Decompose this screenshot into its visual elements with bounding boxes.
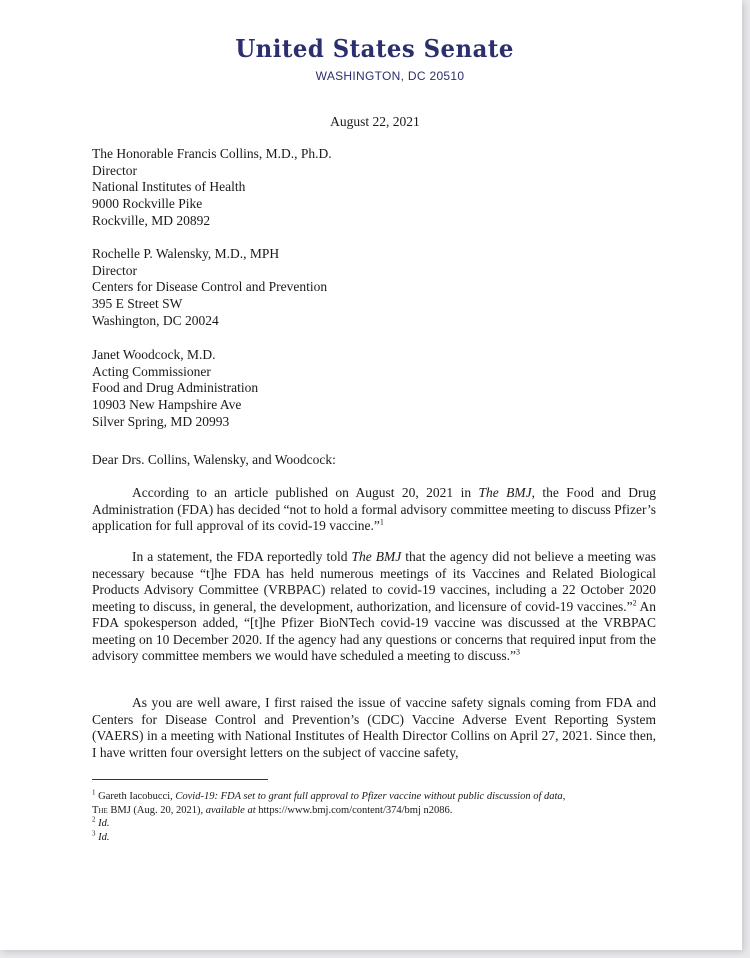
recipient-line: 9000 Rockville Pike <box>92 196 203 212</box>
paragraph-text: that the agency did not believe a meeting was necessary because “t]he FDA has held numerous meetings of its Vaccines and Related Biological Products Advisory Committee (VRBPAC) related to covid-19 vaccines, including a 22 October 2020 meeting to discuss, in general, the development, authorization, and licensure of covid-19 vaccines.” <box>92 549 657 614</box>
footnote-author: Gareth Iacobucci, <box>95 791 176 802</box>
recipient-line: Washington, DC 20024 <box>92 312 219 328</box>
footnote-title: Covid-19: FDA set to grant full approval to Pfizer vaccine without public discussion of data <box>175 791 563 802</box>
recipient-line: Director <box>92 162 137 178</box>
salutation: Dear Drs. Collins, Walensky, and Woodcock: <box>92 452 336 467</box>
recipient-line: Silver Spring, MD 20993 <box>92 413 230 429</box>
recipient-line: Centers for Disease Control and Prevention <box>92 279 328 295</box>
publication-name: The BMJ <box>478 485 532 500</box>
footnote-punct: , <box>562 791 566 802</box>
letterhead <box>0 34 750 83</box>
recipient-line: Rockville, MD 20892 <box>92 212 211 228</box>
recipient-block-collins <box>92 146 332 230</box>
footnote-url: https://www.bmj.com/content/374/bmj n2086. <box>255 804 453 816</box>
paragraph-text: , the Food and Drug Administration (FDA) has decided “not to hold a formal advisory committee meeting to discuss Pfizer’s application for full approval of its covid-19 vaccine.” <box>92 485 656 533</box>
footnote-number: 2 <box>92 815 96 824</box>
body-paragraph-1 <box>92 485 656 535</box>
footnote-number: 1 <box>92 788 96 797</box>
recipient-line: The Honorable Francis Collins, M.D., Ph.D. <box>92 146 332 161</box>
body-paragraph-3 <box>92 695 656 761</box>
letterhead-subtitle: WASHINGTON, DC 20510 <box>315 69 465 83</box>
recipient-line: Acting Commissioner <box>92 363 211 379</box>
letter-date: August 22, 2021 <box>330 114 420 129</box>
footnote-1-cont <box>92 804 652 818</box>
footnote-text: Id. <box>95 818 110 829</box>
footnote-ref: 2 <box>632 598 637 607</box>
footnote-ref: 3 <box>516 647 521 657</box>
footnotes <box>92 790 652 844</box>
recipient-line: Janet Woodcock, M.D. <box>92 347 216 362</box>
body-paragraph-2 <box>92 549 656 665</box>
footnote-1 <box>92 790 652 804</box>
recipient-line: 395 E Street SW <box>92 296 183 312</box>
footnote-divider <box>92 779 268 780</box>
recipient-block-walensky <box>92 246 327 330</box>
paragraph-text: According to an article published on August 20, 2021 in <box>132 485 479 500</box>
paragraph-text: An FDA spokesperson added, “[t]he Pfizer BioNTech covid-19 vaccine was discussed at the VRBPAC meeting on 10 December 2020. If the agency had any questions or concerns that required input from the advisory committee members we would have scheduled a meeting to discuss.” <box>92 598 656 663</box>
recipient-line: 10903 New Hampshire Ave <box>92 397 242 413</box>
footnote-number: 3 <box>92 829 96 837</box>
footnote-available: available at <box>205 804 256 816</box>
publication-name: The BMJ <box>351 549 402 564</box>
recipient-line: Director <box>92 262 137 278</box>
recipient-line: National Institutes of Health <box>92 179 246 195</box>
recipient-line: Rochelle P. Walensky, M.D., MPH <box>92 246 280 261</box>
footnote-2 <box>92 817 652 831</box>
footnote-3 <box>92 831 652 845</box>
recipient-line: Food and Drug Administration <box>92 380 259 396</box>
recipient-block-woodcock <box>92 347 258 431</box>
paragraph-text: In a statement, the FDA reportedly told <box>132 549 352 564</box>
letterhead-title: United States Senate <box>235 34 515 63</box>
paragraph-text: As you are well aware, I first raised the issue of vaccine safety signals coming from FDA and Centers for Disease Control and Prevention’s (CDC) Vaccine Adverse Event Reporting System (VAERS) in a meeting with National Institutes of Health Director Collins on April 27, 2021. Since then, I have written four oversight letters on the subject of vaccine safety, <box>92 695 656 760</box>
footnote-journal: The BMJ <box>92 804 131 816</box>
footnote-ref: 1 <box>379 517 384 527</box>
footnote-text: Id. <box>95 831 110 843</box>
footnote-date: (Aug. 20, 2021), <box>130 804 206 816</box>
